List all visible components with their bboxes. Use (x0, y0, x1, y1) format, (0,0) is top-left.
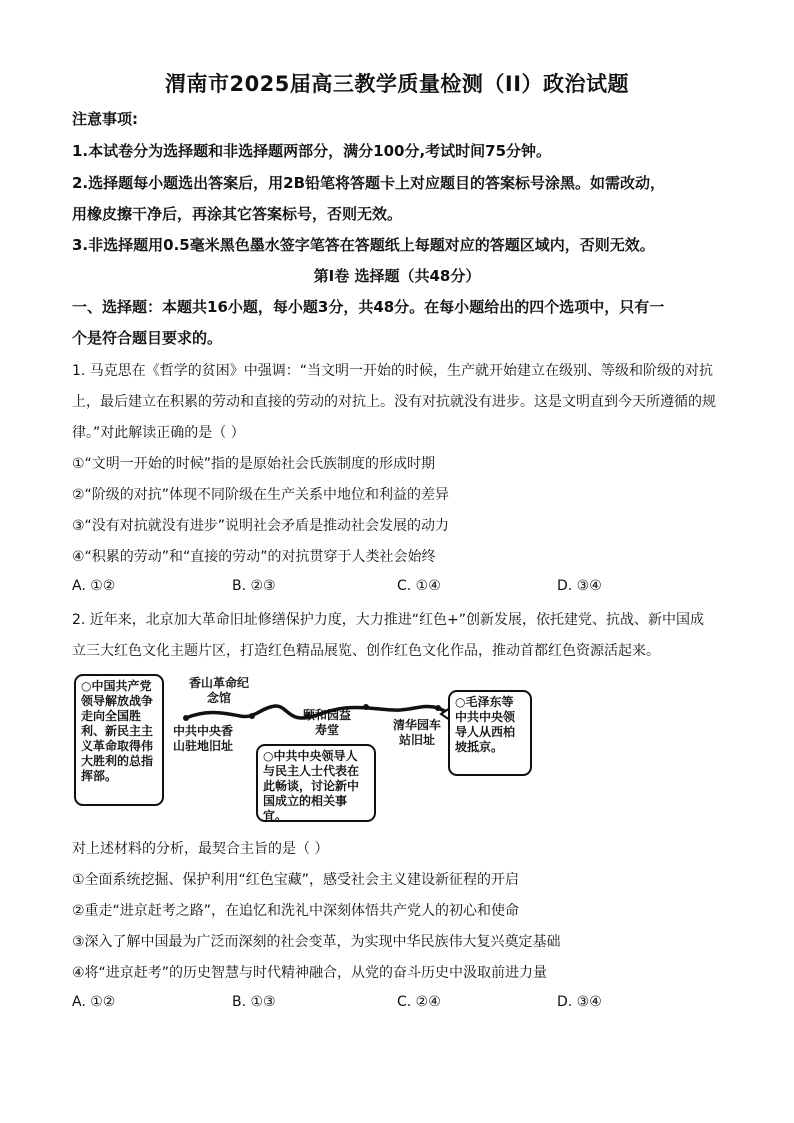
q1-option-b: B. ②③ (232, 578, 276, 594)
notice-item-2b: 用橡皮擦干净后，再涂其它答案标号，否则无效。 (72, 205, 403, 223)
q2-stem-line1: 2. 近年来，北京加大革命旧址修缮保护力度，大力推进“红色+”创新发展，依托建党、抗战、新中国成 (72, 612, 705, 628)
q2-statement-3: ③深入了解中国最为广泛而深刻的社会变革，为实现中华民族伟大复兴奠定基础 (72, 934, 561, 950)
q1-statement-2: ②“阶级的对抗”体现不同阶级在生产关系中地位和利益的差异 (72, 487, 450, 503)
site-xiangshan-old-site: 中共中央香山驻地旧址 (172, 724, 233, 753)
q1-option-d: D. ③④ (557, 578, 602, 594)
route-point-memorial (249, 713, 255, 719)
section-title: 第Ⅰ卷 选择题（共48分） (313, 267, 481, 285)
route-point-qinghua (435, 705, 441, 711)
q2-option-d: D. ③④ (557, 994, 602, 1010)
route-point-xiangshan (183, 715, 189, 721)
route-point-mid (363, 704, 369, 710)
q2-statement-1: ①全面系统挖掘、保护利用“红色宝藏”，感受社会主义建设新征程的开启 (72, 872, 520, 888)
notice-item-2a: 2.选择题每小题选出答案后，用2B铅笔将答题卡上对应题目的答案标号涂黑。如需改动， (72, 174, 666, 192)
bubble-discussion: ○中共中央领导人与民主人士代表在此畅谈，讨论新中国成立的相关事宜。 (256, 744, 376, 822)
q1-option-c: C. ①④ (397, 578, 441, 594)
q1-statement-1: ①“文明一开始的时候”指的是原始社会氏族制度的形成时期 (72, 456, 436, 472)
site-yiheyuan: 颐和园益寿堂 (302, 708, 351, 737)
notice-heading: 注意事项: (72, 110, 138, 128)
page-title: 渭南市2025届高三教学质量检测（II）政治试题 (164, 72, 630, 96)
q2-option-b: B. ①③ (232, 994, 276, 1010)
q2-stem-line2: 立三大红色文化主题片区，打造红色精品展览、创作红色文化作品，推动首都红色资源活起来。 (72, 643, 660, 659)
notice-item-1: 1.本试卷分为选择题和非选择题两部分，满分100分,考试时间75分钟。 (72, 142, 552, 160)
site-xiangshan-memorial: 香山革命纪念馆 (188, 676, 249, 705)
q2-question: 对上述材料的分析，最契合主旨的是（ ） (72, 841, 329, 857)
section-instruction-b: 个是符合题目要求的。 (72, 329, 223, 347)
route-diagram (70, 666, 540, 826)
bubble-arrival: ○毛泽东等中共中央领导人从西柏坡抵京。 (448, 690, 532, 776)
q2-option-c: C. ②④ (397, 994, 441, 1010)
q2-statement-4: ④将“进京赶考”的历史智慧与时代精神融合，从党的奋斗历史中汲取前进力量 (72, 965, 548, 981)
q1-stem-line2: 上，最后建立在积累的劳动和直接的劳动的对抗上。没有对抗就没有进步。这是文明直到今天所遵循的规 (72, 394, 716, 410)
q1-statement-3: ③“没有对抗就没有进步”说明社会矛盾是推动社会发展的动力 (72, 518, 450, 534)
site-qinghua-station: 清华园车站旧址 (392, 718, 441, 747)
section-instruction-a: 一、选择题：本题共16小题，每小题3分，共48分。在每小题给出的四个选项中，只有一 (72, 298, 665, 316)
bubble-command-hq: ○中国共产党领导解放战争走向全国胜利、新民主主义革命取得伟大胜利的总指挥部。 (74, 674, 164, 806)
q2-option-a: A. ①② (72, 994, 116, 1010)
q1-statement-4: ④“积累的劳动”和“直接的劳动”的对抗贯穿于人类社会始终 (72, 549, 436, 565)
q1-option-a: A. ①② (72, 578, 116, 594)
q1-stem-line1: 1. 马克思在《哲学的贫困》中强调：“当文明一开始的时候，生产就开始建立在级别、等级和阶级的对抗 (72, 363, 714, 379)
q1-stem-line3: 律。”对此解读正确的是（ ） (72, 425, 245, 441)
notice-item-3: 3.非选择题用0.5毫米黑色墨水签字笔答在答题纸上每题对应的答题区域内，否则无效。 (72, 236, 655, 254)
q2-statement-2: ②重走“进京赶考之路”，在追忆和洗礼中深刻体悟共产党人的初心和使命 (72, 903, 520, 919)
